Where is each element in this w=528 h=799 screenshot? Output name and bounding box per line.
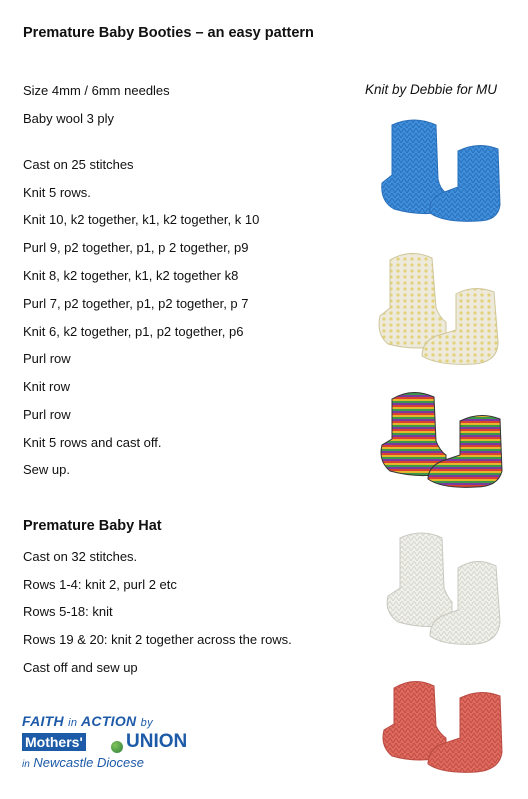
pattern-line: Purl 7, p2 together, p1, p2 together, p 7 (23, 296, 249, 311)
mothers-union-logo (22, 713, 202, 775)
pattern-line: Knit 10, k2 together, k1, k2 together, k 10 (23, 212, 260, 227)
pattern-line: Sew up. (23, 462, 70, 477)
white-booties-photo (378, 526, 512, 651)
logo-union: UNION (126, 731, 188, 752)
pattern-line: Knit 8, k2 together, k1, k2 together k8 (23, 268, 239, 283)
pattern-line: Purl row (23, 351, 71, 366)
blue-booties-photo (374, 113, 512, 228)
logo-faith-in-action: FAITH in ACTION by (22, 713, 153, 729)
pattern-line: Knit 5 rows and cast off. (23, 435, 162, 450)
hat-section-title: Premature Baby Hat (23, 518, 162, 534)
pattern-line: Knit 5 rows. (23, 185, 91, 200)
globe-icon (111, 741, 123, 753)
hat-line: Cast off and sew up (23, 660, 138, 675)
hat-line: Rows 1-4: knit 2, purl 2 etc (23, 577, 177, 592)
pattern-line: Baby wool 3 ply (23, 111, 115, 126)
coral-booties-photo (378, 668, 512, 782)
logo-mothers: Mothers' (22, 733, 86, 751)
pattern-line: Cast on 25 stitches (23, 157, 134, 172)
hat-line: Cast on 32 stitches. (23, 549, 138, 564)
pattern-line: Knit row (23, 379, 70, 394)
cream-booties-photo (374, 244, 512, 369)
knitter-credit: Knit by Debbie for MU (365, 82, 498, 97)
rainbow-booties-photo (376, 381, 512, 493)
hat-line: Rows 19 & 20: knit 2 together across the rows. (23, 632, 292, 647)
hat-line: Rows 5-18: knit (23, 604, 113, 619)
pattern-line: Knit 6, k2 together, p1, p2 together, p6 (23, 324, 244, 339)
pattern-line: Size 4mm / 6mm needles (23, 83, 170, 98)
pattern-line: Purl row (23, 407, 71, 422)
logo-newcastle-diocese: in Newcastle Diocese (22, 755, 144, 770)
pattern-line: Purl 9, p2 together, p1, p 2 together, p9 (23, 240, 249, 255)
pattern-title: Premature Baby Booties – an easy pattern (23, 25, 314, 41)
